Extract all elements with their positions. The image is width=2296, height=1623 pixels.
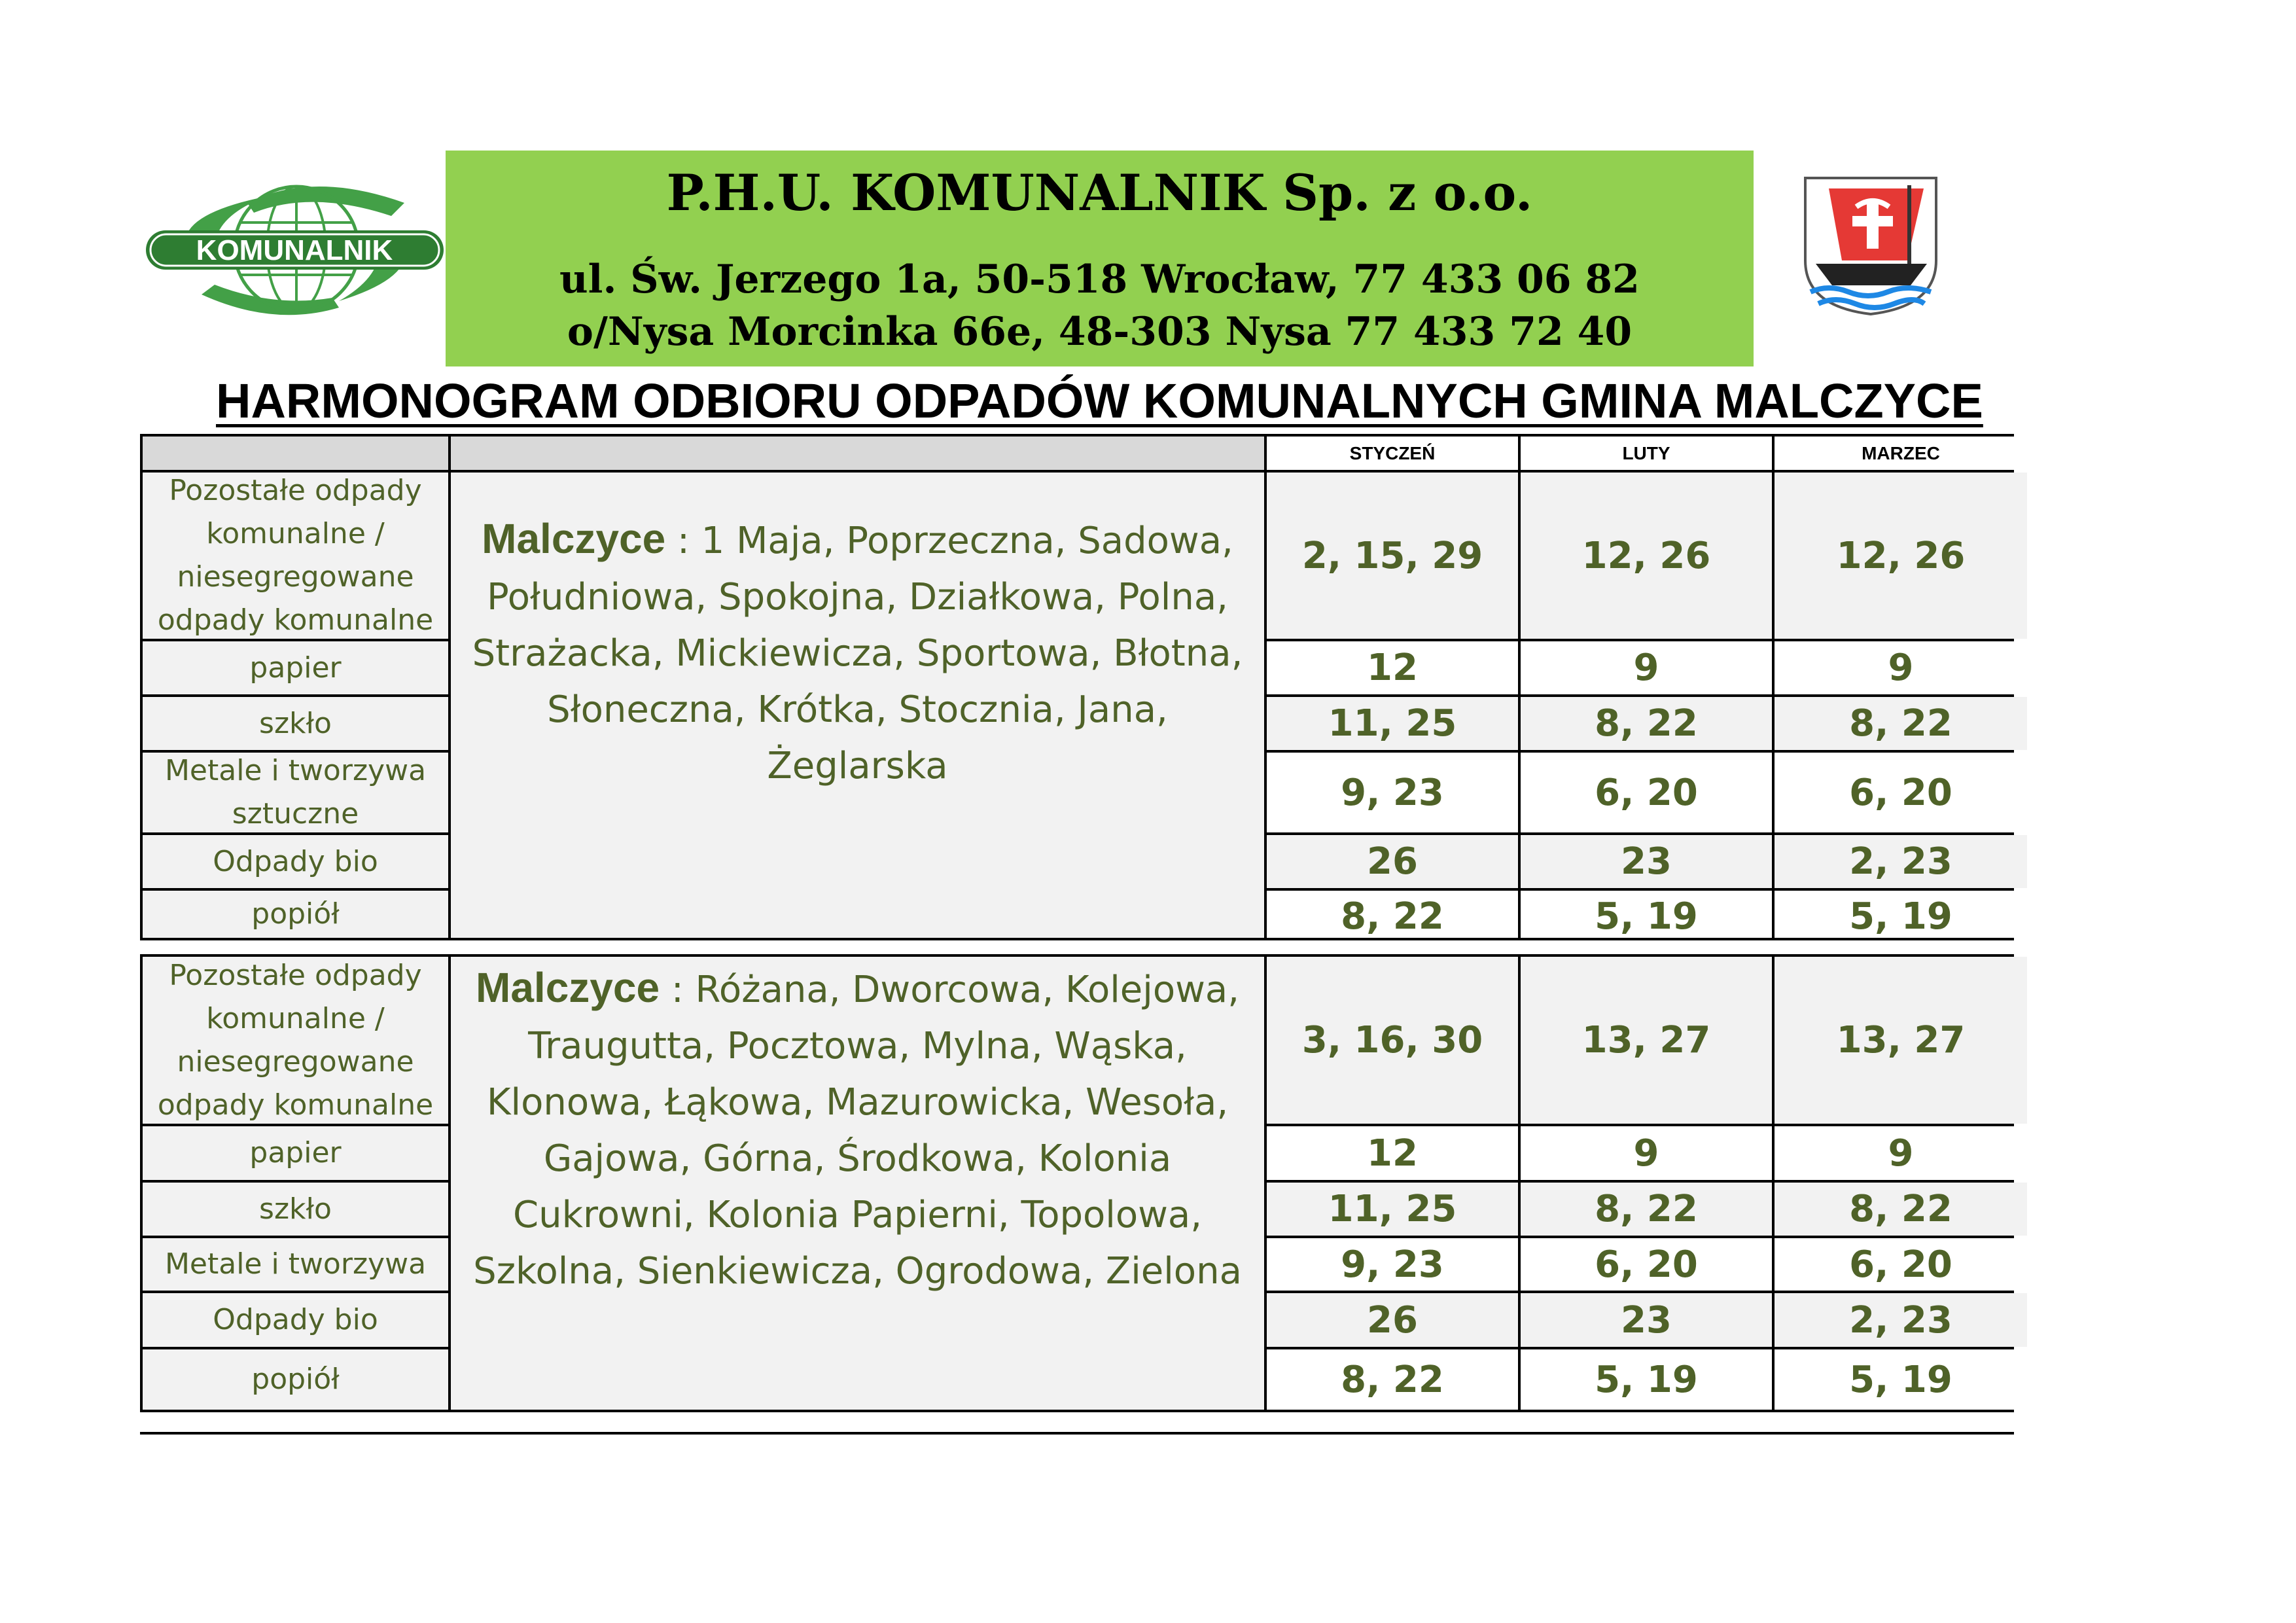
pickup-dates: 2, 23 xyxy=(1849,1298,1952,1342)
pickup-dates: 13, 27 xyxy=(1836,1019,1966,1061)
company-banner xyxy=(446,151,1754,366)
date-cell xyxy=(1521,1126,1772,1180)
date-cell xyxy=(1521,1349,1772,1410)
date-cell xyxy=(1775,697,2027,750)
pickup-dates: 9 xyxy=(1888,1132,1914,1175)
streets-text: : Różana, Dworcowa, Kolejowa, Traugutta, Pocztowa, Mylna, Wąska, Klonowa, Łąkowa, Mazurowicka, Wesoła, Gajowa, Górna, Środkowa, Kolonia Cukrowni, Kolonia Papierni, Topolowa, Szkolna, Sienkiewicza, Ogrodowa, Zielona xyxy=(473,969,1242,1293)
pickup-dates: 9 xyxy=(1633,647,1659,689)
date-cell xyxy=(1521,753,1772,832)
date-cell xyxy=(1267,1293,1518,1347)
pickup-dates: 26 xyxy=(1367,1298,1418,1342)
schedule-block-2 xyxy=(140,954,2014,1412)
street-list xyxy=(451,510,1264,794)
town-name: Malczyce xyxy=(482,515,666,562)
date-cell xyxy=(1775,641,2027,694)
date-cell xyxy=(1521,1293,1772,1347)
pickup-dates: 11, 25 xyxy=(1328,702,1457,745)
date-cell xyxy=(1521,473,1772,639)
date-cell xyxy=(1775,957,2027,1124)
company-name: P.H.U. KOMUNALNIK Sp. z o.o. xyxy=(666,164,1533,222)
page-title: HARMONOGRAM ODBIORU ODPADÓW KOMUNALNYCH GMINA MALCZYCE xyxy=(216,374,1983,428)
date-cell xyxy=(1775,1293,2027,1347)
date-cell xyxy=(1267,641,1518,694)
pickup-dates: 2, 15, 29 xyxy=(1301,534,1483,577)
pickup-dates: 6, 20 xyxy=(1849,1243,1952,1286)
pickup-dates: 12 xyxy=(1367,647,1418,689)
pickup-dates: 6, 20 xyxy=(1595,771,1698,814)
date-cell xyxy=(1775,835,2027,888)
pickup-dates: 8, 22 xyxy=(1341,895,1444,938)
pickup-dates: 8, 22 xyxy=(1849,1188,1952,1230)
waste-type-label: Pozostałe odpady komunalne / niesegregowane odpady komunalne xyxy=(157,474,434,637)
town-name: Malczyce xyxy=(476,964,660,1011)
date-cell xyxy=(1267,697,1518,750)
date-cell xyxy=(1775,1238,2027,1291)
waste-type-cell xyxy=(143,697,448,750)
date-cell xyxy=(1775,1183,2027,1236)
pickup-dates: 9, 23 xyxy=(1341,1243,1444,1286)
date-cell xyxy=(1267,1349,1518,1410)
date-cell xyxy=(1267,957,1518,1124)
company-address-wroclaw: ul. Św. Jerzego 1a, 50-518 Wrocław, 77 433 06 82 xyxy=(559,257,1640,302)
pickup-dates: 23 xyxy=(1621,840,1672,883)
waste-type-label: Pozostałe odpady komunalne / niesegregowane odpady komunalne xyxy=(157,958,434,1122)
waste-type-cell xyxy=(143,1183,448,1236)
waste-type-label: szkło xyxy=(259,706,332,740)
date-cell xyxy=(1775,1349,2027,1410)
month-header-january xyxy=(1267,437,1518,471)
date-cell xyxy=(1267,1238,1518,1291)
street-list xyxy=(451,959,1264,1300)
waste-type-cell xyxy=(143,1293,448,1347)
waste-type-label: popiół xyxy=(251,1363,340,1396)
waste-type-label: popiół xyxy=(251,897,340,931)
header-empty-cell xyxy=(451,437,1264,471)
pickup-dates: 6, 20 xyxy=(1595,1243,1698,1286)
date-cell xyxy=(1775,473,2027,639)
month-header-row xyxy=(140,434,2014,473)
date-cell xyxy=(1775,753,2027,832)
bottom-divider xyxy=(140,1432,2014,1435)
pickup-dates: 9 xyxy=(1633,1132,1659,1175)
date-cell xyxy=(1521,641,1772,694)
waste-type-label: Metale i tworzywa sztuczne xyxy=(164,754,427,830)
pickup-dates: 13, 27 xyxy=(1581,1019,1711,1061)
komunalnik-logo xyxy=(143,177,447,321)
month-label: MARZEC xyxy=(1862,443,1940,463)
pickup-dates: 9 xyxy=(1888,647,1914,689)
month-header-march xyxy=(1775,437,2027,471)
waste-type-cell xyxy=(143,641,448,694)
date-cell xyxy=(1521,697,1772,750)
pickup-dates: 12, 26 xyxy=(1836,534,1966,577)
waste-type-label: Odpady bio xyxy=(213,844,378,878)
date-cell xyxy=(1521,891,1772,938)
pickup-dates: 9, 23 xyxy=(1341,771,1444,814)
pickup-dates: 8, 22 xyxy=(1595,1188,1698,1230)
pickup-dates: 12, 26 xyxy=(1581,534,1711,577)
waste-type-label: Odpady bio xyxy=(213,1303,378,1336)
waste-type-label: papier xyxy=(249,651,342,685)
streets-text: : 1 Maja, Poprzeczna, Sadowa, Południowa, Spokojna, Działkowa, Polna, Strażacka, Mickiewicza, Sportowa, Błotna, Słoneczna, Krótka, Stocznia, Jana, Żeglarska xyxy=(472,520,1243,787)
pickup-dates: 5, 19 xyxy=(1595,895,1698,938)
date-cell xyxy=(1775,891,2027,938)
logo-text: KOMUNALNIK xyxy=(196,234,393,266)
pickup-dates: 5, 19 xyxy=(1595,1358,1698,1401)
date-cell xyxy=(1267,891,1518,938)
waste-type-cell xyxy=(143,753,448,832)
date-cell xyxy=(1267,835,1518,888)
date-cell xyxy=(1267,1183,1518,1236)
waste-type-cell xyxy=(143,1349,448,1410)
date-cell xyxy=(1267,473,1518,639)
pickup-dates: 6, 20 xyxy=(1849,771,1952,814)
month-label: STYCZEŃ xyxy=(1349,443,1436,463)
date-cell xyxy=(1521,1238,1772,1291)
date-cell xyxy=(1267,753,1518,832)
header-empty-cell xyxy=(143,437,448,471)
pickup-dates: 2, 23 xyxy=(1849,840,1952,883)
coat-of-arms-icon xyxy=(1803,175,1939,317)
streets-cell xyxy=(451,957,1264,1410)
date-cell xyxy=(1267,1126,1518,1180)
pickup-dates: 8, 22 xyxy=(1595,702,1698,745)
pickup-dates: 3, 16, 30 xyxy=(1301,1019,1483,1061)
pickup-dates: 8, 22 xyxy=(1341,1358,1444,1401)
pickup-dates: 23 xyxy=(1621,1298,1672,1342)
waste-type-label: papier xyxy=(249,1136,342,1169)
waste-type-label: Metale i tworzywa xyxy=(164,1247,427,1281)
month-header-february xyxy=(1521,437,1772,471)
schedule-block-1 xyxy=(140,470,2014,940)
company-address-nysa: o/Nysa Morcinka 66e, 48-303 Nysa 77 433 72 40 xyxy=(567,309,1633,355)
pickup-dates: 11, 25 xyxy=(1328,1188,1457,1230)
date-cell xyxy=(1521,835,1772,888)
waste-type-cell xyxy=(143,957,448,1124)
pickup-dates: 12 xyxy=(1367,1132,1418,1175)
waste-type-cell xyxy=(143,891,448,938)
waste-type-label: szkło xyxy=(259,1192,332,1226)
date-cell xyxy=(1521,957,1772,1124)
waste-type-cell xyxy=(143,835,448,888)
date-cell xyxy=(1775,1126,2027,1180)
pickup-dates: 8, 22 xyxy=(1849,702,1952,745)
waste-type-cell xyxy=(143,1126,448,1180)
date-cell xyxy=(1521,1183,1772,1236)
month-label: LUTY xyxy=(1622,443,1670,463)
waste-type-cell xyxy=(143,1238,448,1291)
streets-cell xyxy=(451,473,1264,938)
waste-type-cell xyxy=(143,473,448,639)
pickup-dates: 26 xyxy=(1367,840,1418,883)
pickup-dates: 5, 19 xyxy=(1849,895,1952,938)
pickup-dates: 5, 19 xyxy=(1849,1358,1952,1401)
